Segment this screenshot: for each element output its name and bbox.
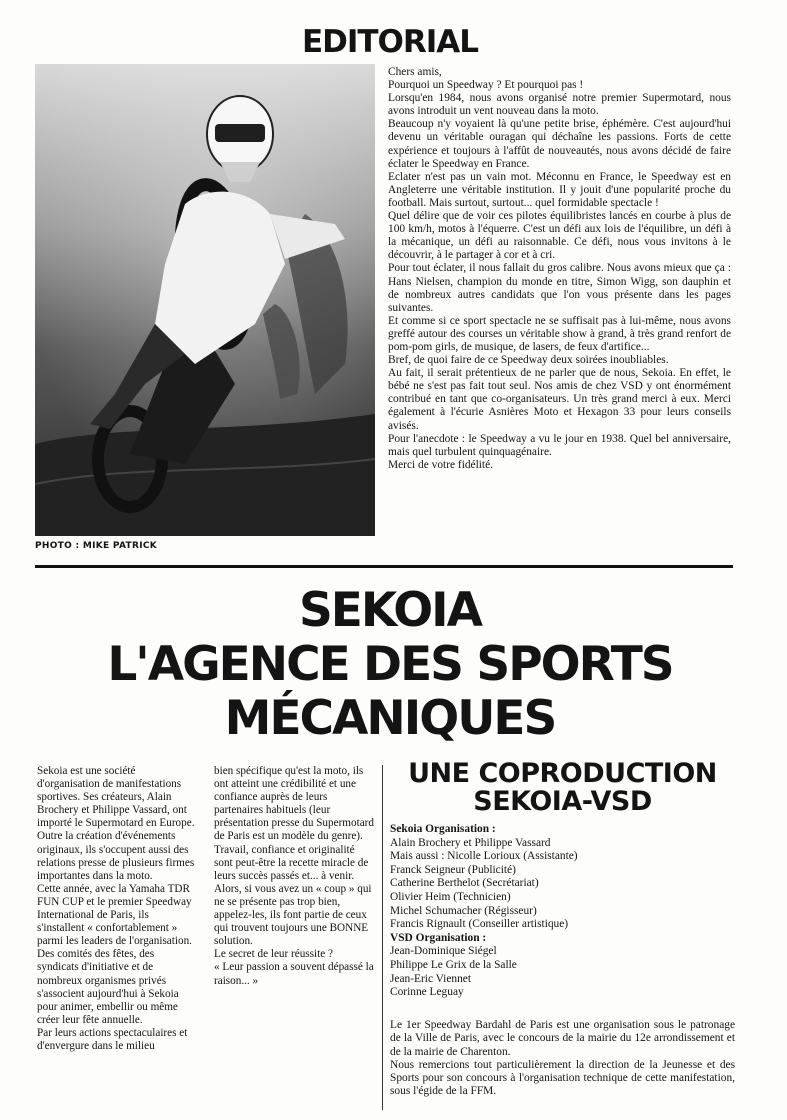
speedway-rider-illustration — [35, 64, 375, 536]
vsd-organisation-heading: VSD Organisation : — [390, 931, 487, 944]
editorial-paragraph: Et comme si ce sport spectacle ne se suffisait pas à lui-même, nous avons greffé autour des courses un véritable show à grand, à très grand renfort de pom-pom girls, de musique, de lasers, de feux d'artifice... — [388, 314, 731, 353]
sekoia-title — [60, 584, 720, 746]
editorial-paragraph: Chers amis, — [388, 66, 442, 78]
sekoia-paragraph: Cette année, avec la Yamaha TDR FUN CUP et le premier Speedway International de Paris, ils s'installent « confortablement » parmi les leaders de l'organisation. — [37, 882, 192, 948]
sekoia-title-line: MÉCANIQUES — [224, 691, 556, 746]
editorial-title: EDITORIAL — [301, 24, 479, 60]
sekoia-title-line: SEKOIA — [298, 583, 482, 638]
editorial-paragraph: Pour tout éclater, il nous fallait du gros calibre. Nous avons mieux que ça : Hans Nielsen, champion du monde en titre, Simon Wigg, son dauphin et de nombreux autres candidats que l'on vous présente dans les pages suivantes. — [388, 262, 731, 314]
sekoia-paragraph: Le secret de leur réussite ? — [214, 948, 333, 961]
list-item: Mais aussi : Nicolle Lorioux (Assistante) — [390, 850, 578, 863]
list-item: Franck Seigneur (Publicité) — [390, 863, 516, 876]
coproduction-title — [390, 760, 735, 816]
editorial-body — [388, 66, 731, 472]
sekoia-column-2 — [214, 765, 374, 988]
list-item: Catherine Berthelot (Secrétariat) — [390, 877, 539, 890]
coproduction-title-line: SEKOIA-VSD — [473, 786, 652, 817]
coproduction-note — [390, 1019, 735, 1099]
editorial-paragraph: Quel délire que de voir ces pilotes équilibristes lancés en courbe à plus de 100 km/h, motos à l'équerre. C'est un défi aux lois de l'équilibre, un défi à la mécanique, un défi au raisonnable. Ce défi, nous vous invitons à le découvrir, à le partager à cor et à cri. — [388, 210, 731, 262]
column-divider — [382, 765, 383, 1110]
speedway-rider-photo — [35, 64, 375, 536]
list-item: Michel Schumacher (Régisseur) — [390, 904, 537, 917]
sekoia-paragraph: « Leur passion a souvent dépassé la raison... » — [214, 961, 374, 987]
organisation-list — [390, 823, 735, 1000]
note-paragraph: Le 1er Speedway Bardahl de Paris est une organisation sous le patronage de la Ville de Paris, avec le concours de la mairie du 12e arrondissement et de la mairie de Charenton. — [390, 1019, 735, 1058]
note-paragraph: Nous remercions tout particulièrement la direction de la Jeunesse et des Sports pour son concours à l'organisation technique de cette manifestation, sous l'égide de la FFM. — [390, 1058, 735, 1098]
editorial-paragraph: Eclater n'est pas un vain mot. Méconnu en France, le Speedway est en Angleterre une véritable institution. Il y jouit d'une popularité proche du football. Mais surtout, surtout... quel formidable spectacle ! — [388, 170, 731, 209]
section-divider — [35, 565, 733, 568]
list-item: Alain Brochery et Philippe Vassard — [390, 836, 551, 849]
list-item: Jean-Eric Viennet — [390, 972, 472, 985]
list-item: Olivier Heim (Technicien) — [390, 890, 511, 903]
editorial-paragraph: Pourquoi un Speedway ? Et pourquoi pas ! — [388, 79, 584, 92]
sekoia-organisation-heading: Sekoia Organisation : — [390, 823, 496, 835]
editorial-paragraph: Bref, de quoi faire de ce Speedway deux soirées inoubliables. — [388, 354, 669, 367]
editorial-paragraph: Merci de votre fidélité. — [388, 458, 494, 471]
editorial-paragraph: Beaucoup n'y voyaient là qu'une petite brise, éphémère. C'est aujourd'hui devenu un véritable ouragan qui déchaîne les passions. Forts de cette expérience et toujours à l'affût de nouveautés, nous avons décidé de faire éclater le Speedway en France. — [388, 118, 731, 170]
list-item: Philippe Le Grix de la Salle — [390, 958, 517, 971]
sekoia-paragraph: Des comités des fêtes, des syndicats d'initiative et de nombreux organismes privés s'associent aujourd'hui à Sekoia pour animer, embellir ou même créer leur fête annuelle. — [37, 948, 179, 1026]
photo-credit: PHOTO : MIKE PATRICK — [35, 541, 158, 551]
sekoia-paragraph: bien spécifique qu'est la moto, ils ont atteint une crédibilité et une confiance auprès de leurs partenaires habituels (leur présentation presse du Supermotard de Paris est un modèle du genre). — [214, 765, 375, 843]
list-item: Jean-Dominique Siégel — [390, 945, 497, 958]
list-item: Francis Rignault (Conseiller artistique) — [390, 918, 569, 931]
sekoia-paragraph: Sekoia est une société d'organisation de manifestations sportives. Ses créateurs, Alain Brochery et Philippe Vassard, ont importé le Supermotard en Europe. Outre la création d'événements originaux, ils s'occupent aussi des relations presse de plusieurs firmes importantes dans la moto. — [37, 765, 195, 882]
sekoia-column-1 — [37, 765, 195, 1053]
editorial-paragraph: Lorsqu'en 1984, nous avons organisé notre premier Supermotard, nous avons introduit un vent nouveau dans la moto. — [388, 92, 731, 118]
sekoia-paragraph: Par leurs actions spectaculaires et d'envergure dans le milieu — [37, 1026, 188, 1052]
sekoia-title-line: L'AGENCE DES SPORTS — [107, 637, 673, 692]
editorial-paragraph: Pour l'anecdote : le Speedway a vu le jour en 1938. Quel bel anniversaire, mais quel turbulent quinquagénaire. — [388, 432, 731, 458]
coproduction-title-line: UNE COPRODUCTION — [408, 758, 717, 789]
sekoia-paragraph: Travail, confiance et originalité sont peut-être la recette miracle de leurs succès passés et... à venir. Alors, si vous avez un « coup » qui ne se présente pas trop bien, appelez-les, ils font partie de ceux qui trouvent toujours une BONNE solution. — [214, 843, 372, 948]
list-item: Corinne Leguay — [390, 986, 464, 999]
editorial-paragraph: Au fait, il serait prétentieux de ne parler que de nous, Sekoia. En effet, le bébé ne s'est pas fait tout seul. Nos amis de chez VSD y ont énormément contribué en tant que co-organisateurs. Un très grand merci à eux. Merci également à l'écurie Asnières Moto et Hexagon 33 pour leurs conseils avisés. — [388, 367, 731, 432]
